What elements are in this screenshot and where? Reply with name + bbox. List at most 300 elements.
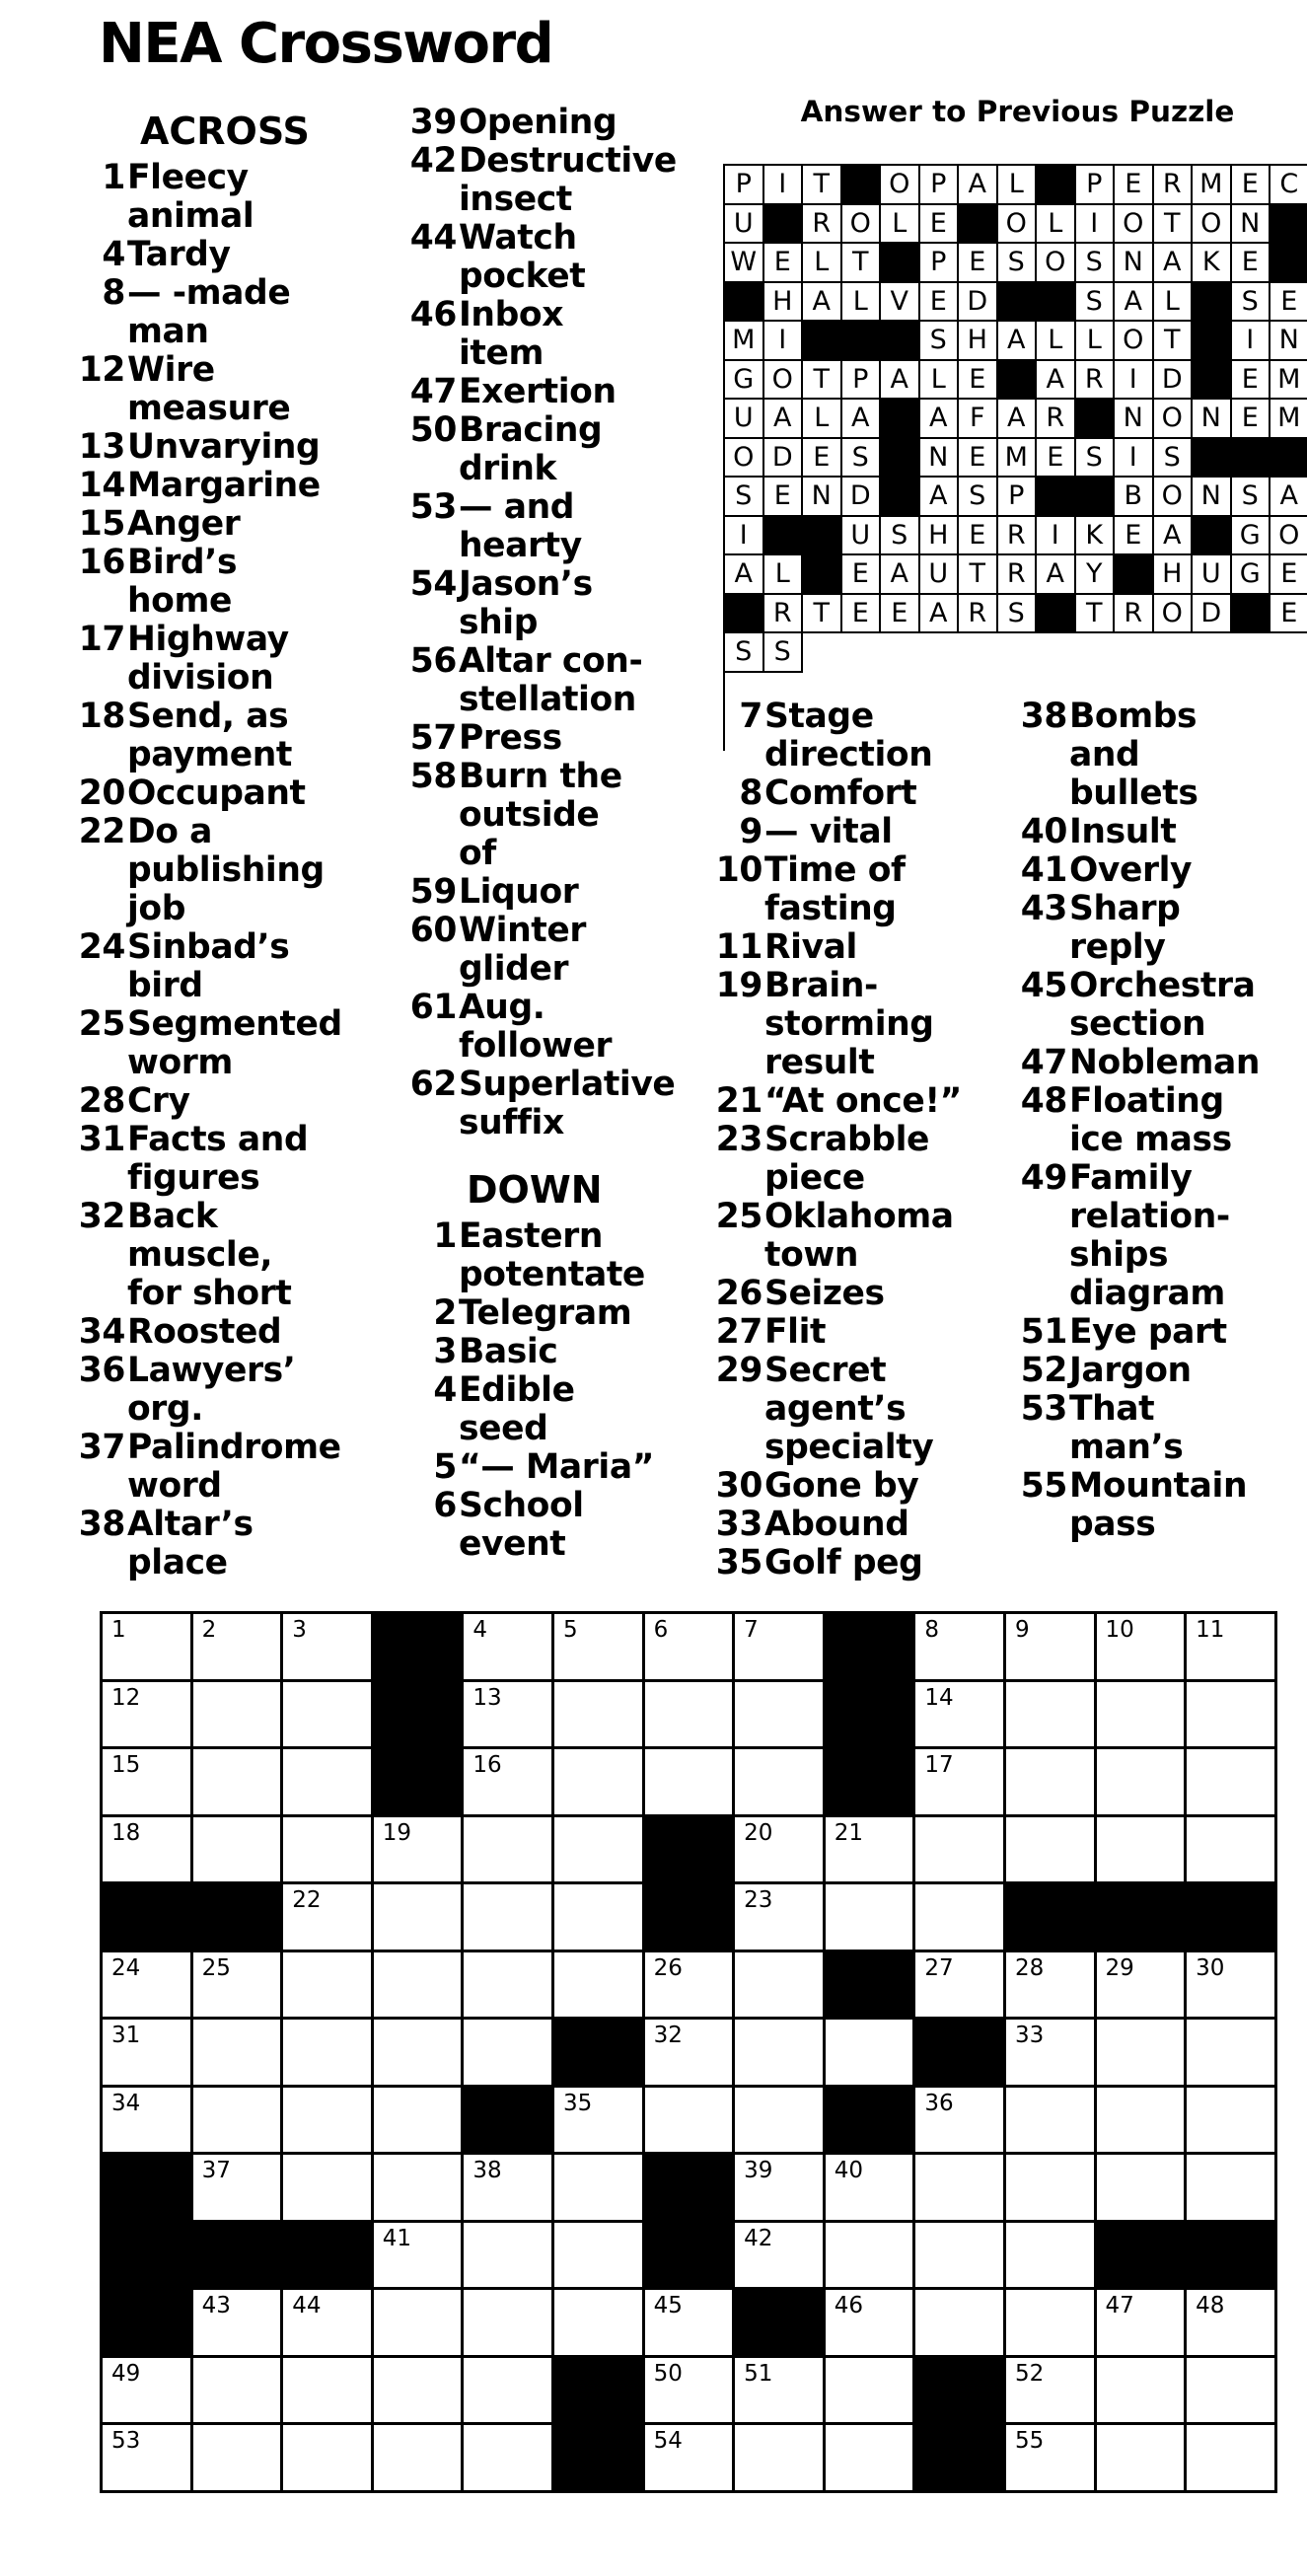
answer-cell: O [1115, 322, 1154, 361]
grid-cell[interactable] [735, 1952, 826, 2021]
clue-number: 57 [409, 718, 457, 758]
grid-cell[interactable] [826, 2358, 916, 2426]
grid-cell[interactable] [1187, 1817, 1277, 1885]
answer-cell: E [1271, 555, 1307, 595]
grid-cell[interactable] [645, 1952, 736, 2021]
answer-black-square [998, 283, 1038, 323]
clue-text: Send, as payment [127, 697, 293, 774]
clue-number: 39 [409, 103, 457, 142]
grid-cell[interactable] [193, 2290, 284, 2358]
cell-number: 9 [1014, 1617, 1030, 1643]
grid-cell[interactable] [554, 1884, 645, 1952]
black-square [826, 2088, 916, 2156]
clue-text: Opening [459, 103, 617, 142]
grid-cell[interactable] [1187, 2425, 1277, 2493]
answer-cell: A [998, 322, 1038, 361]
grid-cell[interactable] [1187, 1952, 1277, 2021]
answer-cell: T [803, 166, 842, 205]
answer-cell: T [1154, 322, 1194, 361]
answer-cell: E [959, 244, 998, 283]
grid-cell[interactable] [915, 1952, 1006, 2021]
grid-cell[interactable] [193, 1952, 284, 2021]
grid-cell[interactable] [1187, 1614, 1277, 1682]
cell-number: 5 [562, 1617, 578, 1643]
answer-cell: U [725, 205, 764, 245]
clue-number: 9 [739, 812, 762, 851]
answer-black-square [1037, 283, 1076, 323]
cell-number: 46 [834, 2293, 864, 2318]
grid-cell[interactable] [1006, 1682, 1097, 1750]
answer-cell: A [1154, 244, 1194, 283]
clue-number: 6 [433, 1486, 457, 1525]
grid-cell[interactable] [283, 1884, 374, 1952]
grid-cell[interactable] [735, 1817, 826, 1885]
grid-cell[interactable] [103, 2088, 193, 2156]
grid-cell[interactable] [554, 2290, 645, 2358]
grid-cell[interactable] [283, 2155, 374, 2223]
answer-cell: E [1271, 595, 1307, 634]
answer-cell: A [725, 555, 764, 595]
grid-cell[interactable] [103, 1682, 193, 1750]
grid-cell[interactable] [554, 1817, 645, 1885]
grid-cell[interactable] [1097, 1817, 1188, 1885]
grid-cell[interactable] [1187, 2358, 1277, 2426]
answer-cell: D [842, 478, 882, 517]
cell-number: 32 [653, 2023, 683, 2048]
grid-cell[interactable] [735, 1682, 826, 1750]
grid-cell[interactable] [374, 2358, 465, 2426]
grid-cell[interactable] [103, 1817, 193, 1885]
clue-item [402, 296, 708, 373]
page-title: NEA Crossword [99, 12, 553, 76]
black-square [103, 1884, 193, 1952]
answer-cell: P [920, 166, 960, 205]
grid-cell[interactable] [464, 1682, 554, 1750]
grid-cell[interactable] [554, 2223, 645, 2291]
grid-cell[interactable] [103, 2425, 193, 2493]
answer-cell: S [998, 244, 1038, 283]
grid-cell[interactable] [735, 2020, 826, 2088]
grid-cell[interactable] [554, 1682, 645, 1750]
grid-cell[interactable] [1187, 2155, 1277, 2223]
grid-cell[interactable] [1006, 2290, 1097, 2358]
grid-cell[interactable] [374, 2088, 465, 2156]
answer-cell: S [998, 595, 1038, 634]
black-square [464, 2088, 554, 2156]
clue-number: 11 [715, 927, 762, 967]
grid-cell[interactable] [283, 2358, 374, 2426]
clue-item [402, 1333, 708, 1371]
clue-number: 25 [715, 1197, 762, 1236]
answer-black-square [881, 439, 920, 478]
grid-cell[interactable] [464, 2020, 554, 2088]
grid-cell[interactable] [283, 2425, 374, 2493]
grid-cell[interactable] [374, 1884, 465, 1952]
clue-number: 25 [78, 1004, 125, 1044]
grid-cell[interactable] [1006, 2020, 1097, 2088]
grid-cell[interactable] [1187, 2290, 1277, 2358]
answer-cell: I [1232, 322, 1271, 361]
grid-cell[interactable] [464, 2223, 554, 2291]
grid-cell[interactable] [1097, 1682, 1188, 1750]
grid-cell[interactable] [193, 1749, 284, 1817]
clue-text: Sharp reply [1069, 889, 1181, 967]
grid-cell[interactable] [464, 1817, 554, 1885]
clue-column-4 [1013, 698, 1307, 1544]
clue-text: Orchestra section [1069, 966, 1256, 1044]
answer-black-square [1271, 439, 1307, 478]
black-square [915, 2425, 1006, 2493]
grid-cell[interactable] [554, 2088, 645, 2156]
grid-cell[interactable] [193, 2088, 284, 2156]
answer-cell: A [881, 361, 920, 401]
answer-cell: E [881, 595, 920, 634]
clue-number: 8 [102, 273, 125, 313]
clue-text: Stage direction [764, 697, 933, 774]
grid-cell[interactable] [1006, 1952, 1097, 2021]
grid-cell[interactable] [645, 2088, 736, 2156]
answer-black-square [842, 166, 882, 205]
answer-cell: C [1271, 166, 1307, 205]
grid-cell[interactable] [645, 1749, 736, 1817]
cell-number: 27 [924, 1954, 954, 1981]
clue-text: Fleecy animal [127, 158, 254, 236]
cell-number: 25 [201, 1954, 231, 1981]
clue-number: 44 [409, 218, 457, 258]
answer-cell: U [842, 517, 882, 556]
grid-cell[interactable] [826, 2290, 916, 2358]
answer-cell: S [920, 322, 960, 361]
cell-number: 2 [201, 1617, 217, 1643]
grid-cell[interactable] [283, 1682, 374, 1750]
clue-text: Watch pocket [459, 218, 586, 296]
grid-cell[interactable] [464, 2358, 554, 2426]
clue-item [402, 873, 708, 912]
clue-text: Burn the outside of [459, 757, 622, 873]
grid-cell[interactable] [1187, 2020, 1277, 2088]
black-square [826, 1614, 916, 1682]
grid-cell[interactable] [645, 2020, 736, 2088]
clue-number: 29 [715, 1351, 762, 1390]
clue-number: 3 [433, 1332, 457, 1371]
cell-number: 3 [292, 1617, 307, 1643]
clue-text: — vital [764, 812, 893, 851]
grid-cell[interactable] [735, 2088, 826, 2156]
clue-item [1013, 1159, 1307, 1313]
grid-cell[interactable] [645, 1614, 736, 1682]
grid-cell[interactable] [735, 1614, 826, 1682]
grid-cell[interactable] [374, 1817, 465, 1885]
grid-cell[interactable] [645, 2425, 736, 2493]
grid-cell[interactable] [1187, 2088, 1277, 2156]
answer-cell: T [1154, 205, 1194, 245]
grid-cell[interactable] [915, 1884, 1006, 1952]
answer-cell: L [764, 555, 804, 595]
clue-number: 55 [1020, 1466, 1067, 1506]
cell-number: 48 [1196, 2293, 1225, 2318]
black-square [915, 2020, 1006, 2088]
grid-cell[interactable] [193, 1817, 284, 1885]
grid-cell[interactable] [374, 1952, 465, 2021]
clue-item [402, 1371, 708, 1448]
clue-text: Altar’s place [127, 1505, 254, 1582]
grid-cell[interactable] [1097, 2088, 1188, 2156]
grid-cell[interactable] [193, 2155, 284, 2223]
grid-cell[interactable] [1006, 2425, 1097, 2493]
grid-cell[interactable] [103, 2358, 193, 2426]
grid-cell[interactable] [1097, 2425, 1188, 2493]
grid-cell[interactable] [193, 1682, 284, 1750]
clue-text: Floating ice mass [1069, 1081, 1232, 1159]
grid-cell[interactable] [826, 2223, 916, 2291]
clue-text: — and hearty [459, 487, 582, 565]
clue-text: “— Maria” [459, 1447, 654, 1487]
grid-cell[interactable] [645, 2290, 736, 2358]
grid-cell[interactable] [735, 1749, 826, 1817]
clue-text: — -made man [127, 273, 291, 351]
grid-cell[interactable] [283, 1952, 374, 2021]
answer-cell: I [1115, 361, 1154, 401]
clue-number: 4 [102, 235, 125, 274]
grid-cell[interactable] [283, 2020, 374, 2088]
answer-cell: U [725, 400, 764, 439]
clue-item [402, 1294, 708, 1333]
clue-column-3 [708, 698, 1009, 1582]
grid-cell[interactable] [1006, 1614, 1097, 1682]
cell-number: 53 [111, 2428, 141, 2454]
clue-number: 1 [102, 158, 125, 197]
cell-number: 26 [653, 1954, 683, 1981]
grid-cell[interactable] [1097, 1614, 1188, 1682]
grid-cell[interactable] [554, 1952, 645, 2021]
clue-number: 34 [78, 1312, 125, 1352]
grid-cell[interactable] [645, 1682, 736, 1750]
answer-black-square [1193, 361, 1232, 401]
clue-number: 45 [1020, 966, 1067, 1005]
clue-text: Mountain pass [1069, 1466, 1248, 1544]
answer-cell: T [803, 361, 842, 401]
clue-number: 28 [78, 1081, 125, 1121]
grid-cell[interactable] [464, 2425, 554, 2493]
grid-cell[interactable] [915, 1614, 1006, 1682]
grid-cell[interactable] [554, 1614, 645, 1682]
answer-black-square [881, 322, 920, 361]
clue-number: 62 [409, 1065, 457, 1104]
grid-cell[interactable] [1006, 2155, 1097, 2223]
answer-cell: E [959, 439, 998, 478]
grid-cell[interactable] [1097, 1952, 1188, 2021]
answer-cell: N [1193, 400, 1232, 439]
grid-cell[interactable] [374, 2155, 465, 2223]
grid-cell[interactable] [1187, 1749, 1277, 1817]
clue-item [708, 813, 1009, 851]
grid-cell[interactable] [554, 2155, 645, 2223]
clue-text: Rival [764, 927, 857, 967]
answer-cell: R [959, 595, 998, 634]
clue-number: 54 [409, 564, 457, 604]
clue-text: Altar con- stellation [459, 641, 643, 719]
grid-cell[interactable] [826, 2020, 916, 2088]
grid-cell[interactable] [1006, 2088, 1097, 2156]
grid-cell[interactable] [915, 2155, 1006, 2223]
grid-cell[interactable] [374, 2020, 465, 2088]
answer-black-square [881, 400, 920, 439]
grid-cell[interactable] [826, 1817, 916, 1885]
clue-item [1013, 851, 1307, 890]
clue-item [71, 1313, 397, 1352]
clue-number: 10 [715, 850, 762, 890]
grid-cell[interactable] [915, 1682, 1006, 1750]
grid-cell[interactable] [735, 1884, 826, 1952]
grid-cell[interactable] [915, 2088, 1006, 2156]
black-square [554, 2425, 645, 2493]
grid-cell[interactable] [103, 1749, 193, 1817]
grid-cell[interactable] [1187, 1682, 1277, 1750]
grid-cell[interactable] [193, 2358, 284, 2426]
grid-cell[interactable] [193, 2425, 284, 2493]
clue-item [71, 428, 397, 467]
grid-cell[interactable] [1097, 2290, 1188, 2358]
grid-cell[interactable] [374, 2223, 465, 2291]
grid-cell[interactable] [826, 1884, 916, 1952]
answer-cell: O [998, 205, 1038, 245]
grid-cell[interactable] [1006, 1749, 1097, 1817]
cell-number: 11 [1196, 1617, 1225, 1643]
black-square [193, 2223, 284, 2291]
grid-cell[interactable] [374, 2425, 465, 2493]
grid-cell[interactable] [103, 2020, 193, 2088]
grid-cell[interactable] [826, 2155, 916, 2223]
clue-item [708, 1275, 1009, 1313]
grid-cell[interactable] [915, 2290, 1006, 2358]
clue-text: Nobleman [1069, 1043, 1261, 1082]
grid-cell[interactable] [915, 1749, 1006, 1817]
grid-cell[interactable] [554, 1749, 645, 1817]
grid-cell[interactable] [915, 2223, 1006, 2291]
grid-cell[interactable] [283, 1614, 374, 1682]
grid-cell[interactable] [1097, 1749, 1188, 1817]
grid-cell[interactable] [735, 2358, 826, 2426]
answer-cell: A [920, 400, 960, 439]
clue-text: Comfort [764, 773, 917, 813]
clue-item [1013, 1352, 1307, 1390]
cell-number: 37 [201, 2158, 231, 2183]
grid-cell[interactable] [1006, 1817, 1097, 1885]
grid-cell[interactable] [464, 1749, 554, 1817]
answer-cell: K [1193, 244, 1232, 283]
clue-number: 35 [715, 1543, 762, 1582]
answer-cell: R [764, 595, 804, 634]
cell-number: 30 [1196, 1954, 1225, 1981]
cell-number: 41 [382, 2225, 412, 2251]
grid-cell[interactable] [283, 1749, 374, 1817]
clue-text: Secret agent’s specialty [764, 1351, 934, 1467]
clue-number: 19 [715, 966, 762, 1005]
answer-cell: R [998, 517, 1038, 556]
clue-text: Eastern potentate [459, 1216, 645, 1294]
grid-cell[interactable] [464, 1614, 554, 1682]
grid-cell[interactable] [464, 2155, 554, 2223]
grid-cell[interactable] [1097, 2358, 1188, 2426]
grid-cell[interactable] [735, 2223, 826, 2291]
grid-cell[interactable] [1097, 2155, 1188, 2223]
black-square [103, 2223, 193, 2291]
clue-item [402, 373, 708, 411]
answer-cell: A [1271, 478, 1307, 517]
clue-number: 43 [1020, 889, 1067, 928]
clue-number: 58 [409, 757, 457, 796]
grid-cell[interactable] [103, 1952, 193, 2021]
clue-text: Cry [127, 1081, 190, 1121]
grid-cell[interactable] [735, 2425, 826, 2493]
answer-cell: I [725, 517, 764, 556]
grid-cell[interactable] [735, 2155, 826, 2223]
clue-item [71, 1506, 397, 1582]
grid-cell[interactable] [1006, 2223, 1097, 2291]
answer-cell: M [1271, 361, 1307, 401]
answer-black-square [1232, 595, 1271, 634]
answer-black-square [1037, 595, 1076, 634]
grid-cell[interactable] [283, 1817, 374, 1885]
grid-cell[interactable] [1006, 2358, 1097, 2426]
cell-number: 14 [924, 1684, 954, 1711]
cell-number: 15 [111, 1752, 141, 1778]
clue-item [708, 1082, 1009, 1121]
grid-cell[interactable] [464, 2290, 554, 2358]
grid-cell[interactable] [374, 2290, 465, 2358]
answer-cell: A [1154, 517, 1194, 556]
clue-number: 36 [78, 1351, 125, 1390]
clue-text: Superlative suffix [459, 1065, 676, 1142]
answer-cell: F [959, 400, 998, 439]
answer-cell: A [920, 478, 960, 517]
clue-number: 53 [409, 487, 457, 527]
grid-cell[interactable] [193, 1614, 284, 1682]
black-square [374, 1614, 465, 1682]
answer-black-square [1076, 400, 1116, 439]
answer-cell: E [842, 555, 882, 595]
grid-cell[interactable] [915, 1817, 1006, 1885]
clue-text: Inbox item [459, 295, 564, 373]
answer-cell: E [764, 244, 804, 283]
clue-number: 20 [78, 773, 125, 813]
answer-cell: S [1076, 439, 1116, 478]
clue-text: Edible seed [459, 1370, 575, 1448]
answer-cell: E [1037, 439, 1076, 478]
cell-number: 10 [1105, 1617, 1134, 1643]
clue-item [71, 505, 397, 544]
clue-item [71, 467, 397, 505]
answer-cell: I [1037, 517, 1076, 556]
answer-cell: L [803, 244, 842, 283]
grid-cell[interactable] [464, 1952, 554, 2021]
answer-cell: L [1037, 205, 1076, 245]
answer-cell: E [920, 205, 960, 245]
answer-black-square [803, 555, 842, 595]
grid-cell[interactable] [1097, 2020, 1188, 2088]
grid-cell[interactable] [193, 2020, 284, 2088]
grid-cell[interactable] [283, 2088, 374, 2156]
grid-cell[interactable] [645, 2358, 736, 2426]
grid-cell[interactable] [826, 2425, 916, 2493]
clue-text: Liquor [459, 872, 579, 912]
grid-cell[interactable] [103, 1614, 193, 1682]
clue-item [402, 219, 708, 296]
grid-cell[interactable] [283, 2290, 374, 2358]
clue-number: 23 [715, 1120, 762, 1159]
answer-black-square [881, 478, 920, 517]
grid-cell[interactable] [464, 1884, 554, 1952]
